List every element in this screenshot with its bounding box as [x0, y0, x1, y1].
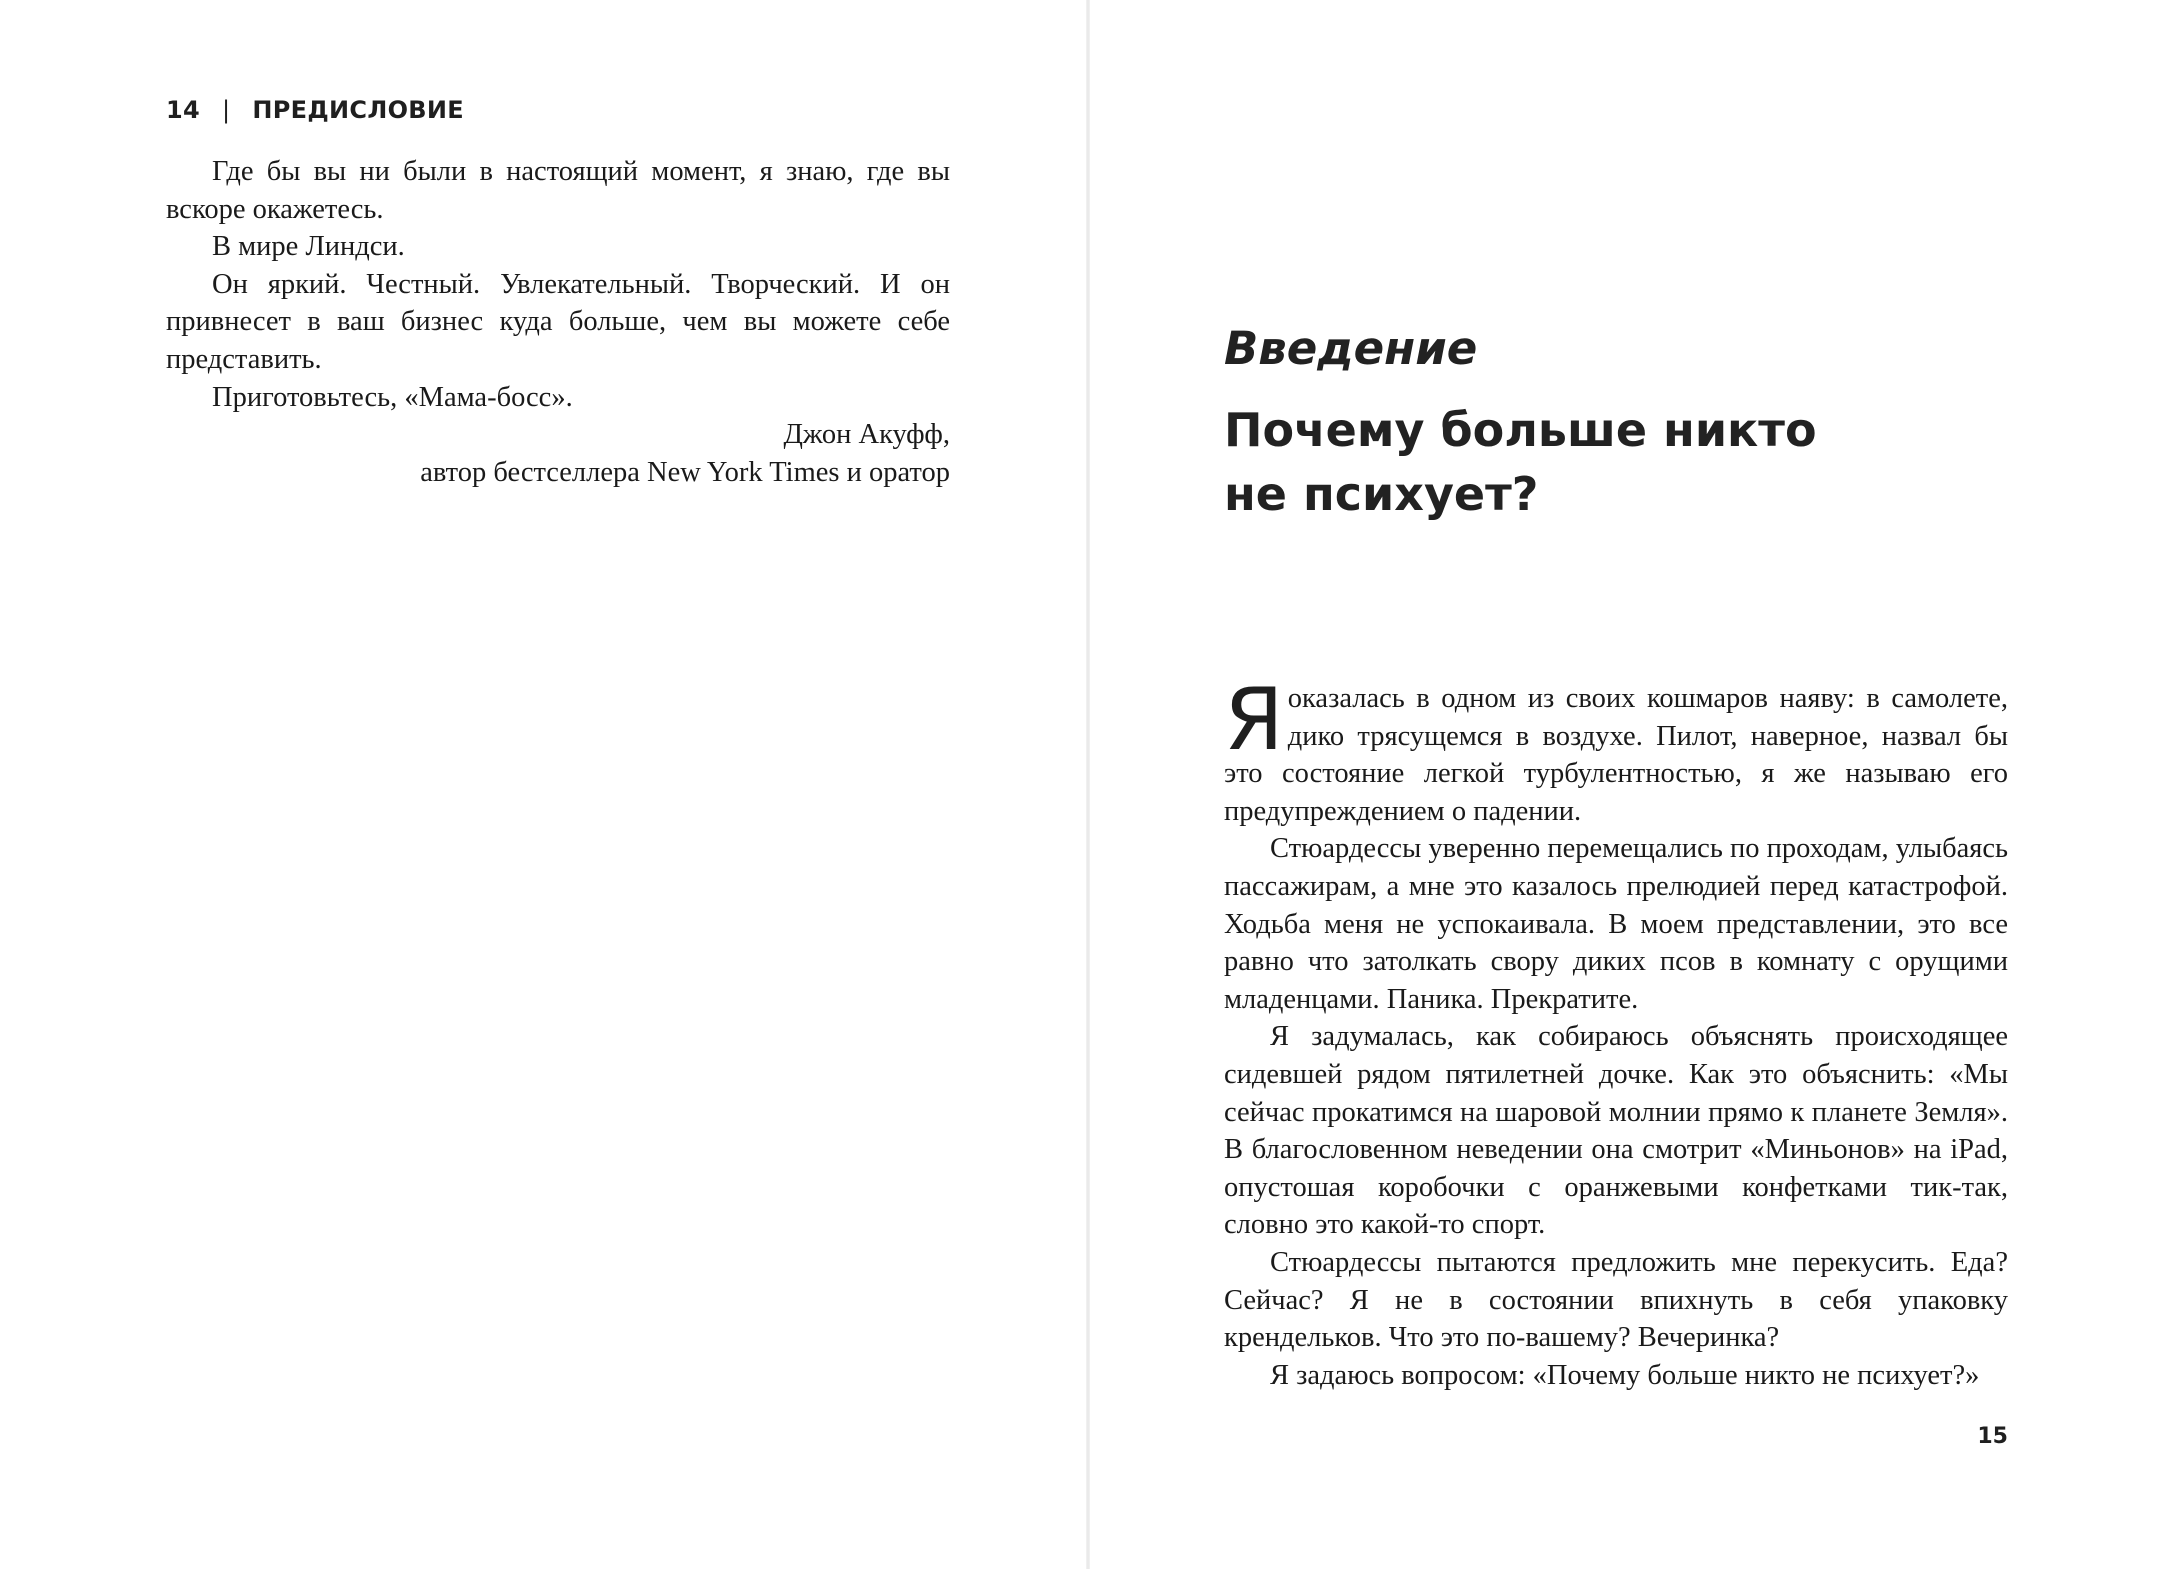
- foreword-paragraph-2: В мире Линдси.: [212, 231, 405, 263]
- section-label: Введение: [1224, 322, 1478, 375]
- chapter-paragraph-5: Я задаюсь вопросом: «Почему больше никто не психует?»: [1270, 1359, 1980, 1391]
- chapter-paragraph-4: Стюардессы пытаются предложить мне перекусить. Еда? Сейчас? Я не в состоянии впихнуть в себя упаковку крендельков. Что это по-вашему? Вечеринка?: [1224, 1246, 2008, 1354]
- chapter-paragraph-3: Я задумалась, как собираюсь объяснять происходящее сидевшей рядом пятилетней дочке. Как это объяснить: «Мы сейчас прокатимся на шаровой молнии прямо к планете Земля». В благословенном неведении она смотрит «Миньонов» на iPad, опустошая коробочки с оранжевыми конфетками тик-так, словно это какой-то спорт.: [1224, 1021, 2008, 1241]
- left-page: [0, 0, 1088, 1569]
- foreword-paragraph-1: Где бы вы ни были в настоящий момент, я знаю, где вы вскоре окажетесь.: [166, 156, 950, 225]
- signature-title: автор бестселлера New York Times и оратор: [420, 456, 950, 488]
- foreword-text: [166, 153, 950, 491]
- chapter-paragraph-1-text: оказалась в одном из своих кошмаров наяву: в самолете, дико трясущемся в воздухе. Пилот, наверное, назвал бы это состояние легкой турбулентностью, я же называю его предупреждением о падении.: [1224, 683, 2008, 827]
- chapter-title-line-1: Почему больше никто: [1224, 403, 1817, 457]
- drop-cap: Я: [1224, 670, 1284, 770]
- chapter-paragraph-1: [1224, 670, 2008, 830]
- signature-name: Джон Акуфф,: [783, 419, 950, 451]
- chapter-paragraph-2: Стюардессы уверенно перемещались по проходам, улыбаясь пассажирам, а мне это казалось прелюдией перед катастрофой. Ходьба меня не успокаивала. В моем представлении, это все равно что затолкать свору диких псов в комнату с орущими младенцами. Паника. Прекратите.: [1224, 833, 2008, 1015]
- running-head-separator: |: [222, 96, 231, 124]
- chapter-title-line-2: не психует?: [1224, 467, 1539, 521]
- foreword-paragraph-3: Он яркий. Честный. Увлекательный. Творческий. И он привнесет в ваш бизнес куда больше, чем вы можете себе представить.: [166, 268, 950, 375]
- running-head: [166, 96, 464, 124]
- running-head-title: ПРЕДИСЛОВИЕ: [252, 96, 464, 124]
- right-page-number: 15: [1977, 1424, 2008, 1449]
- left-page-number: 14: [166, 96, 200, 124]
- foreword-paragraph-4: Приготовьтесь, «Мама-босс».: [212, 381, 573, 413]
- chapter-text: [1224, 670, 2008, 1394]
- chapter-title: [1224, 398, 1944, 526]
